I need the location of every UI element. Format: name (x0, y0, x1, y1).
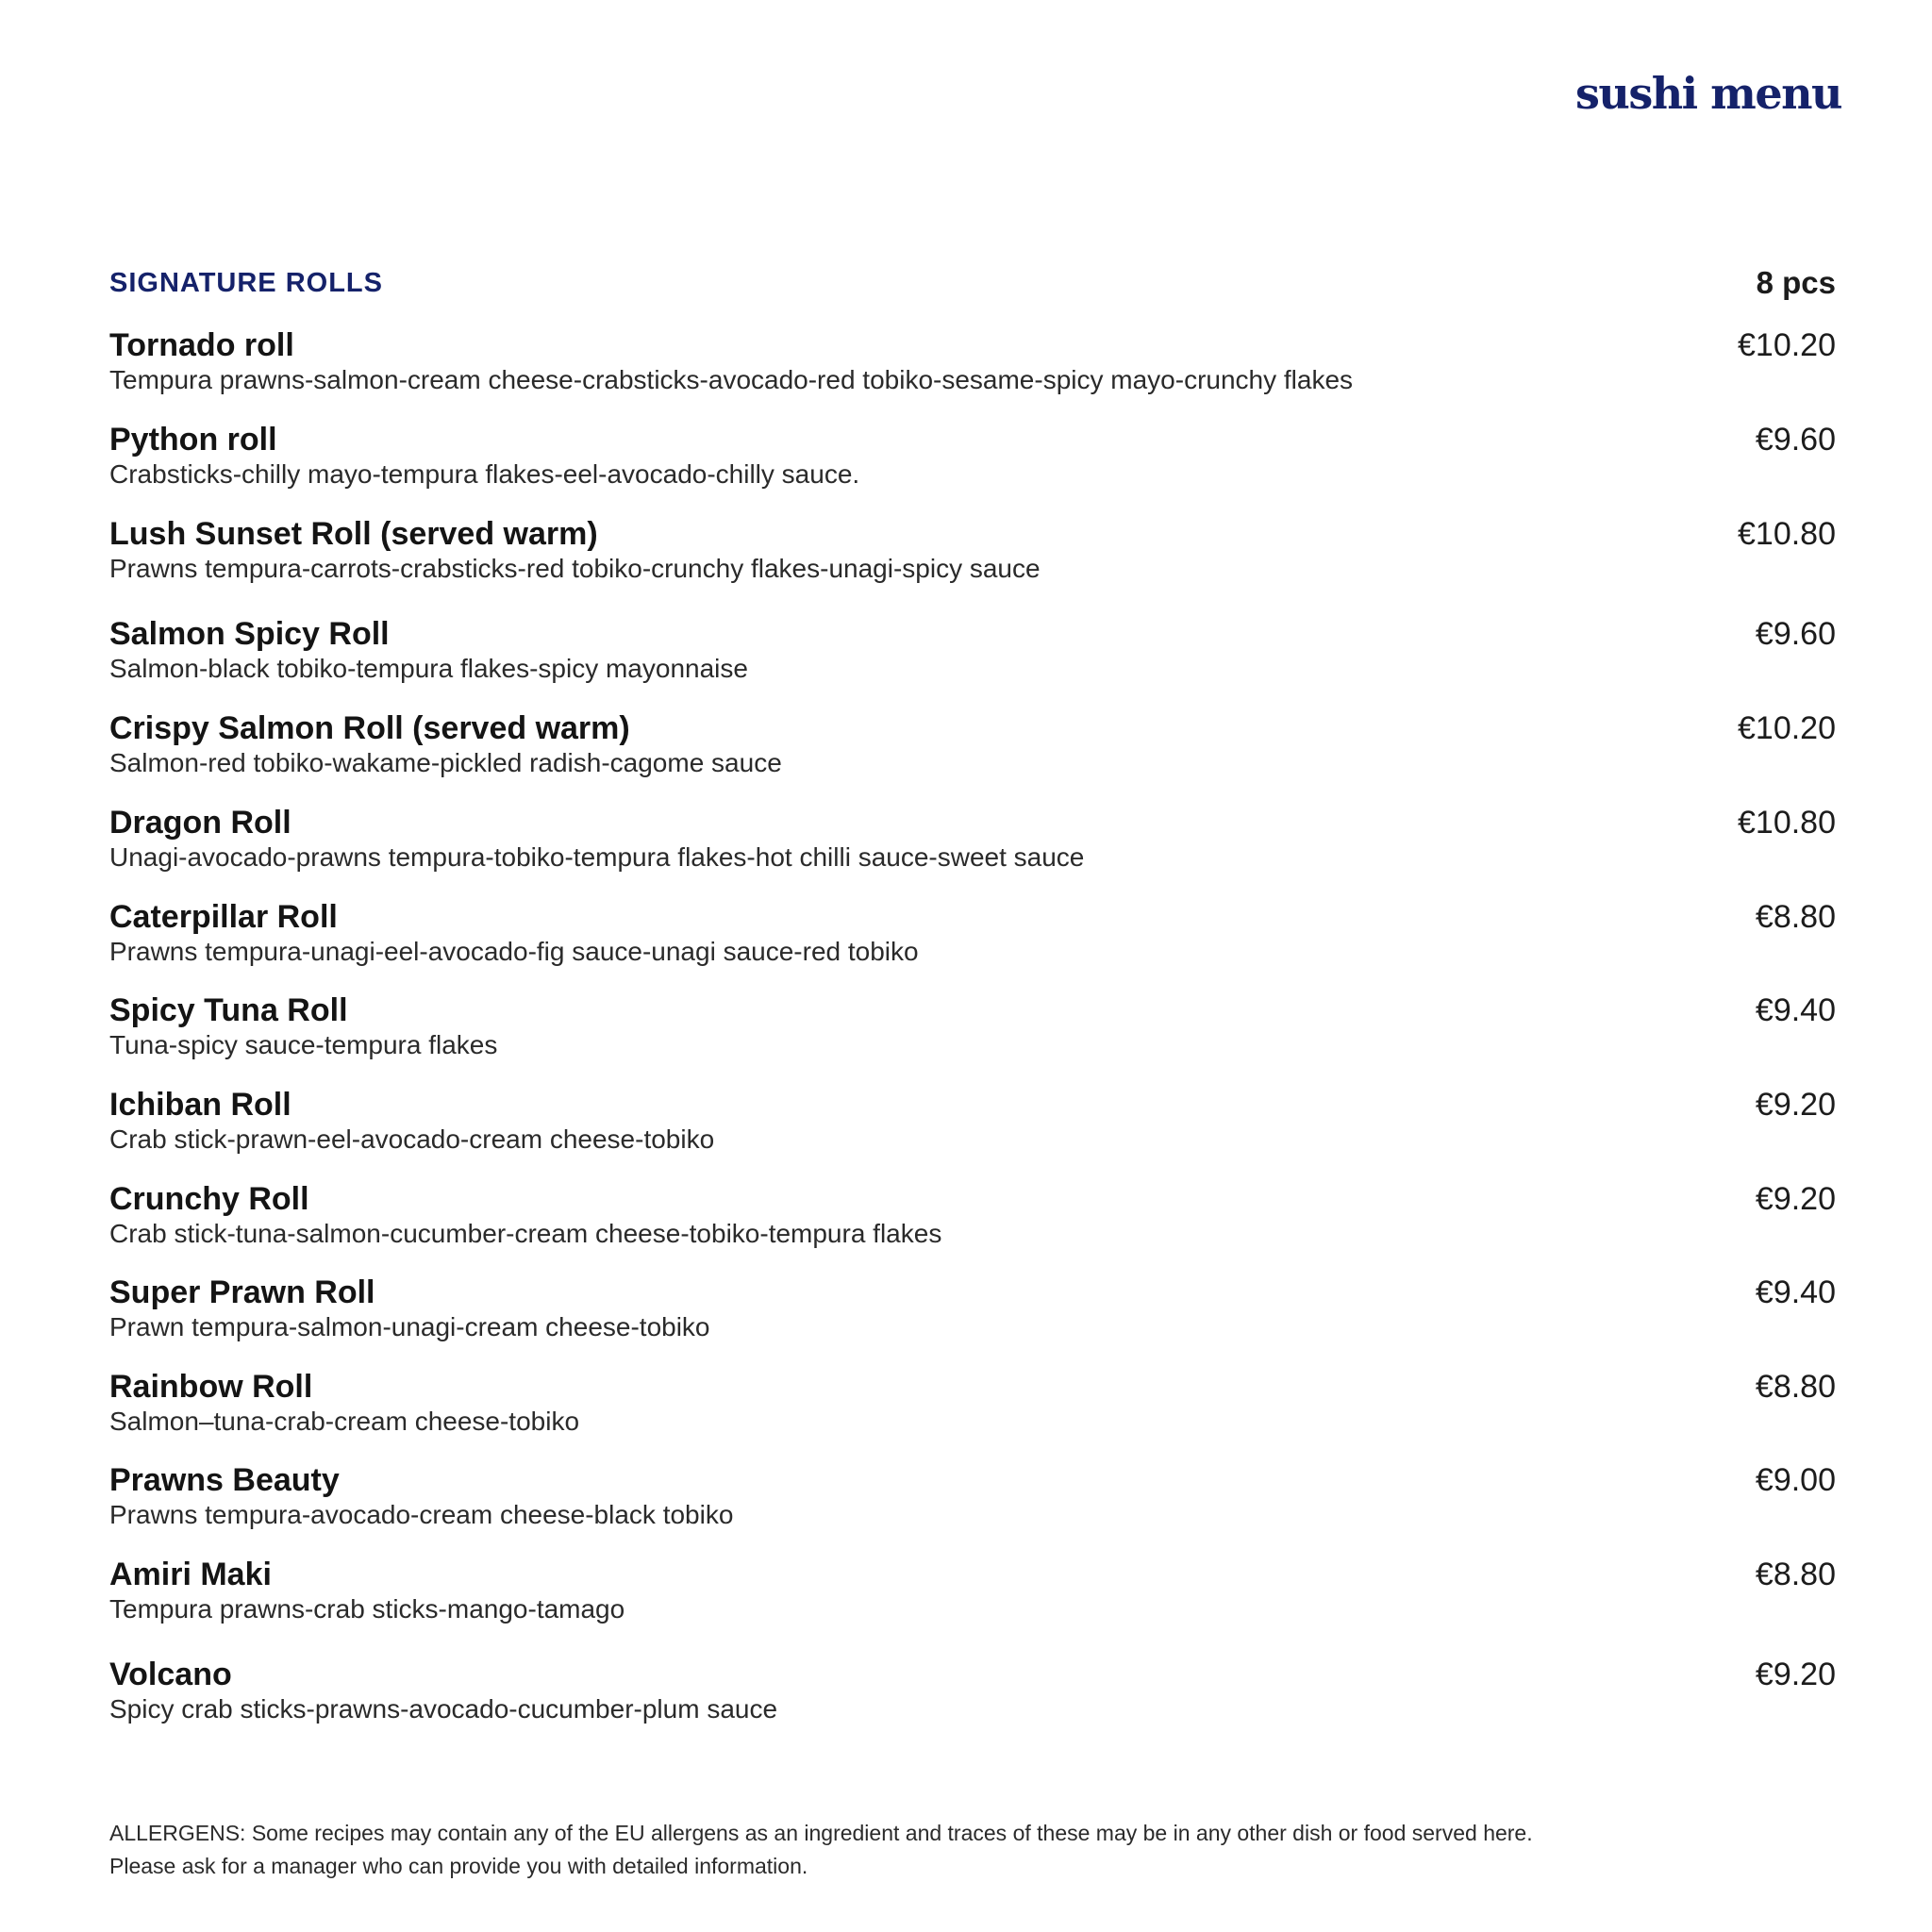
item-name: Lush Sunset Roll (served warm) (109, 516, 598, 552)
item-name: Ichiban Roll (109, 1087, 291, 1123)
allergens-line: Please ask for a manager who can provide you with detailed information. (109, 1854, 808, 1878)
item-name: Super Prawn Roll (109, 1274, 375, 1310)
item-price: €10.80 (1738, 805, 1836, 841)
item-name: Salmon Spicy Roll (109, 616, 390, 652)
page-title: sushi menu (1574, 68, 1841, 119)
item-price: €9.40 (1755, 992, 1836, 1028)
item-price: €9.00 (1755, 1462, 1836, 1498)
item-price: €9.20 (1755, 1181, 1836, 1217)
menu-item-crunchy-roll (109, 1180, 1836, 1250)
item-description: Tempura prawns-salmon-cream cheese-crabsticks-avocado-red tobiko-sesame-spicy mayo-crunchy flakes (109, 365, 1354, 394)
item-description: Tempura prawns-crab sticks-mango-tamago (109, 1594, 625, 1624)
item-description: Prawns tempura-avocado-cream cheese-black tobiko (109, 1500, 734, 1529)
item-price: €9.20 (1755, 1087, 1836, 1123)
menu-item-caterpillar-roll (109, 898, 1836, 968)
item-name: Crunchy Roll (109, 1181, 309, 1217)
item-name: Python roll (109, 422, 277, 458)
item-name: Tornado roll (109, 327, 294, 363)
item-name: Caterpillar Roll (109, 899, 338, 935)
item-name: Prawns Beauty (109, 1462, 340, 1498)
item-name: Amiri Maki (109, 1557, 272, 1592)
menu-item-dragon-roll (109, 804, 1836, 874)
item-price: €8.80 (1755, 899, 1836, 935)
menu-item-prawns-beauty (109, 1461, 1836, 1531)
menu-item-lush-sunset-roll (109, 515, 1836, 585)
menu-item-rainbow-roll (109, 1368, 1836, 1438)
menu-item-crispy-salmon-roll (109, 709, 1836, 779)
item-description: Crab stick-prawn-eel-avocado-cream cheese-tobiko (109, 1124, 715, 1154)
item-description: Salmon-black tobiko-tempura flakes-spicy mayonnaise (109, 654, 748, 683)
item-price: €10.20 (1738, 710, 1836, 746)
menu-item-ichiban-roll (109, 1086, 1836, 1156)
item-price: €8.80 (1755, 1557, 1836, 1592)
menu-item-super-prawn-roll (109, 1274, 1836, 1343)
menu-item-tornado-roll (109, 326, 1836, 396)
item-name: Crispy Salmon Roll (served warm) (109, 710, 630, 746)
item-description: Crab stick-tuna-salmon-cucumber-cream cheese-tobiko-tempura flakes (109, 1219, 942, 1248)
item-price: €8.80 (1755, 1369, 1836, 1405)
item-description: Spicy crab sticks-prawns-avocado-cucumber-plum sauce (109, 1694, 778, 1724)
menu-item-spicy-tuna-roll (109, 991, 1836, 1061)
item-name: Spicy Tuna Roll (109, 992, 348, 1028)
item-description: Prawns tempura-unagi-eel-avocado-fig sauce-unagi sauce-red tobiko (109, 937, 919, 966)
item-description: Tuna-spicy sauce-tempura flakes (109, 1030, 498, 1059)
item-description: Crabsticks-chilly mayo-tempura flakes-eel-avocado-chilly sauce. (109, 459, 860, 489)
menu-item-salmon-spicy-roll (109, 615, 1836, 685)
item-price: €9.60 (1755, 422, 1836, 458)
item-name: Dragon Roll (109, 805, 291, 841)
item-description: Prawn tempura-salmon-unagi-cream cheese-tobiko (109, 1312, 710, 1341)
menu-item-volcano (109, 1656, 1836, 1725)
item-description: Salmon–tuna-crab-cream cheese-tobiko (109, 1407, 580, 1436)
item-price: €9.20 (1755, 1657, 1836, 1692)
item-description: Prawns tempura-carrots-crabsticks-red tobiko-crunchy flakes-unagi-spicy sauce (109, 554, 1041, 583)
item-price: €9.60 (1755, 616, 1836, 652)
allergens-note (109, 1817, 1836, 1883)
item-price: €10.20 (1738, 327, 1836, 363)
item-price: €10.80 (1738, 516, 1836, 552)
section-header (109, 264, 1836, 302)
item-name: Rainbow Roll (109, 1369, 313, 1405)
section-unit: 8 pcs (1756, 265, 1836, 300)
menu-item-amiri-maki (109, 1556, 1836, 1625)
menu-item-python-roll (109, 421, 1836, 491)
item-description: Unagi-avocado-prawns tempura-tobiko-tempura flakes-hot chilli sauce-sweet sauce (109, 842, 1085, 872)
allergens-line: ALLERGENS: Some recipes may contain any of the EU allergens as an ingredient and traces of these may be in any other dish or food served here. (109, 1821, 1533, 1845)
item-price: €9.40 (1755, 1274, 1836, 1310)
item-name: Volcano (109, 1657, 232, 1692)
section-title: SIGNATURE ROLLS (109, 267, 383, 298)
item-description: Salmon-red tobiko-wakame-pickled radish-cagome sauce (109, 748, 782, 777)
